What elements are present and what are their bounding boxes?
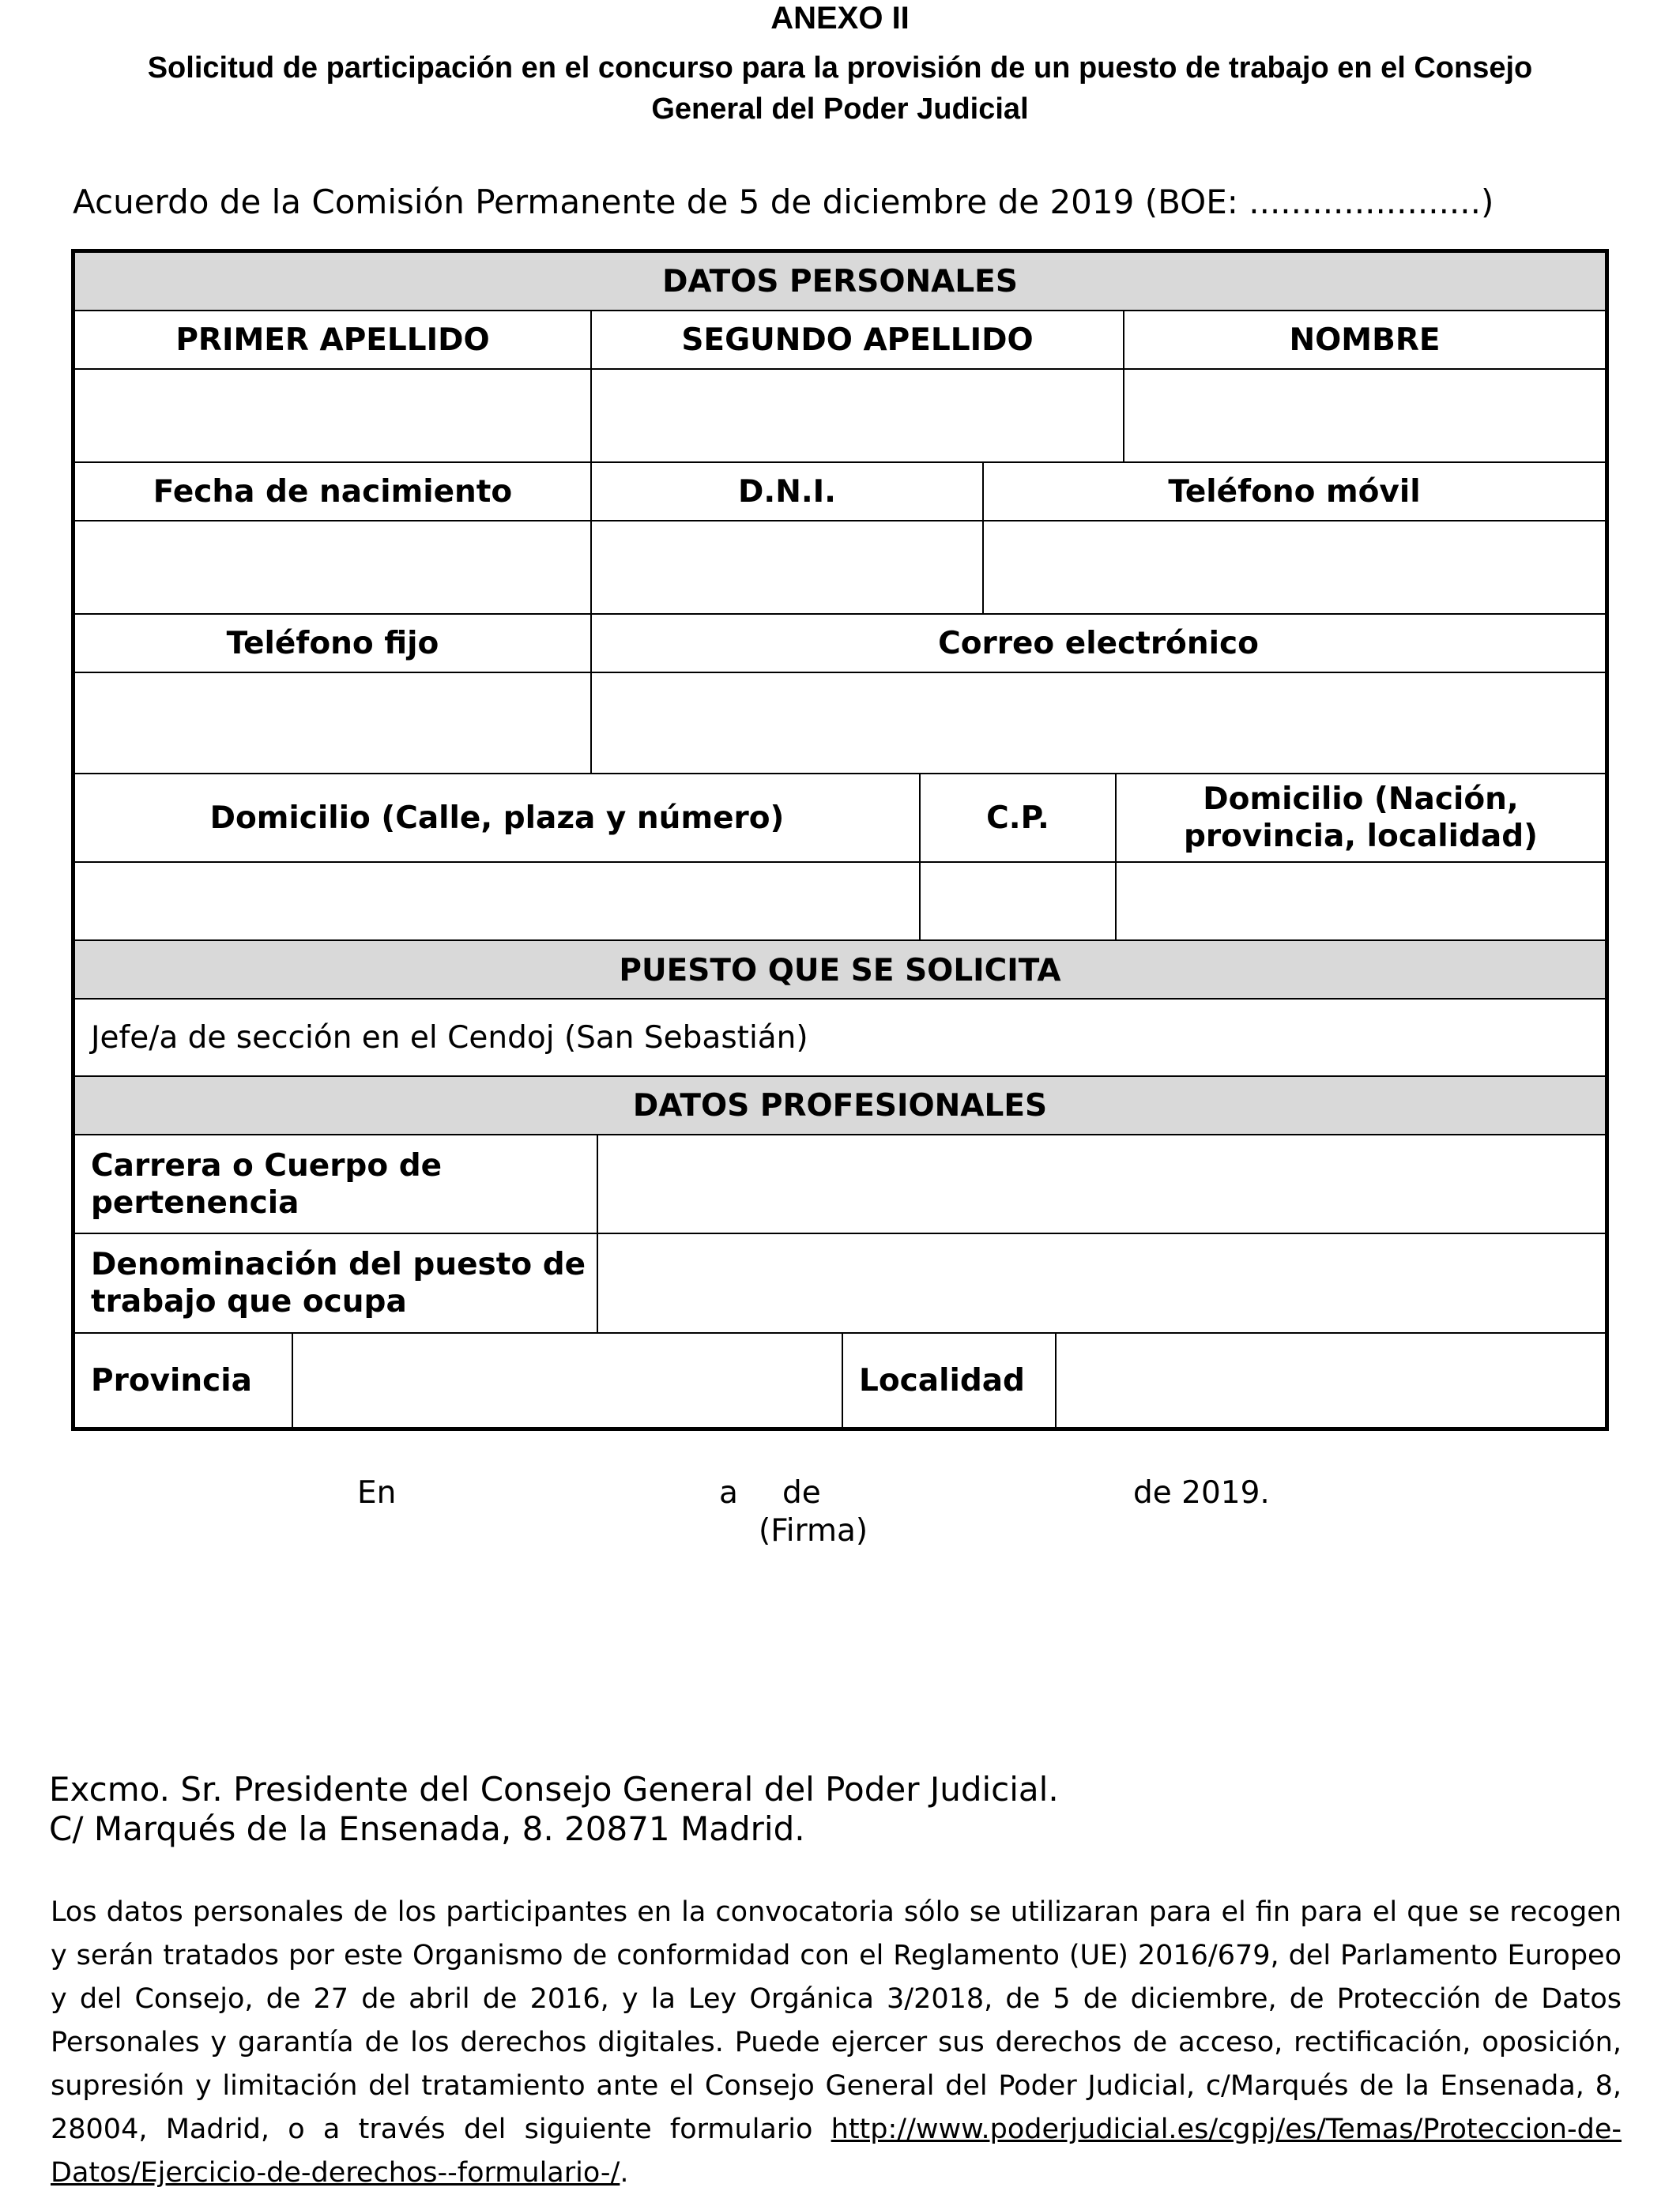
- nombre-label: NOMBRE: [1289, 322, 1441, 358]
- signature-year: de 2019.: [1133, 1475, 1270, 1511]
- telefono-movil-field[interactable]: [984, 521, 1605, 613]
- personal-data-header: DATOS PERSONALES: [75, 253, 1605, 310]
- privacy-end: .: [620, 2157, 629, 2189]
- signature-a: a: [719, 1475, 738, 1511]
- cp-label: C.P.: [986, 800, 1049, 836]
- segundo-apellido-label: SEGUNDO APELLIDO: [681, 322, 1034, 358]
- signature-de: de: [782, 1475, 821, 1511]
- denominacion-field[interactable]: [598, 1234, 1605, 1332]
- segundo-apellido-field[interactable]: [592, 370, 1123, 461]
- application-form: [71, 249, 1609, 1431]
- domicilio-nacion-label: [1117, 774, 1605, 861]
- nombre-field[interactable]: [1124, 370, 1605, 461]
- addressee-line2: C/ Marqués de la Ensenada, 8. 20871 Madrid.: [49, 1809, 805, 1848]
- domicilio-calle-field[interactable]: [75, 863, 919, 939]
- carrera-label-line1: Carrera o Cuerpo de: [91, 1147, 443, 1184]
- telefono-movil-label: Teléfono móvil: [1168, 473, 1421, 510]
- privacy-text: Los datos personales de los participantes en la convocatoria sólo se utilizaran para el fin para el que se recogen y serán tratados por este Organismo de conformidad con el Reglamento (UE) 2016/679, del Parlamento Europeo y del Consejo, de 27 de abril de 2016, y la Ley Orgánica 3/2018, de 5 de diciembre, de Protección de Datos Personales y garantía de los derechos digitales. Puede ejercer sus derechos de acceso, rectificación, oposición, supresión y limitación del tratamiento ante el Consejo General del Poder Judicial, c/Marqués de la Ensenada, 8, 28004, Madrid, o a través del siguiente formulario: [51, 1896, 1622, 2145]
- dni-label: D.N.I.: [738, 473, 836, 510]
- domicilio-nacion-label-line1: Domicilio (Nación,: [1203, 781, 1519, 817]
- localidad-field[interactable]: [1057, 1334, 1605, 1427]
- dni-field[interactable]: [592, 521, 982, 613]
- addressee: [49, 1770, 1059, 1849]
- denominacion-label-line1: Denominación del puesto de: [91, 1247, 586, 1282]
- primer-apellido-field[interactable]: [75, 370, 590, 461]
- provincia-label: Provincia: [91, 1362, 252, 1399]
- signature-en: En: [357, 1475, 397, 1511]
- professional-data-header: DATOS PROFESIONALES: [75, 1077, 1605, 1134]
- denominacion-label-line2: trabajo que ocupa: [91, 1284, 407, 1320]
- denominacion-label: [75, 1234, 597, 1332]
- annex-title: ANEXO II: [770, 1, 910, 36]
- fecha-nacimiento-field[interactable]: [75, 521, 590, 613]
- domicilio-calle-label: Domicilio (Calle, plaza y número): [209, 800, 785, 836]
- domicilio-nacion-label-line2: provincia, localidad): [1183, 819, 1538, 854]
- cp-field[interactable]: [921, 863, 1115, 939]
- telefono-fijo-field[interactable]: [75, 673, 590, 773]
- correo-label: Correo electrónico: [938, 625, 1259, 661]
- addressee-line1: Excmo. Sr. Presidente del Consejo General del Poder Judicial.: [49, 1770, 1059, 1809]
- telefono-fijo-label: Teléfono fijo: [226, 625, 439, 661]
- carrera-label-line2: pertenencia: [91, 1184, 299, 1221]
- carrera-label: [75, 1135, 597, 1233]
- primer-apellido-label: PRIMER APELLIDO: [175, 322, 490, 358]
- signature-firma: (Firma): [759, 1513, 868, 1549]
- fecha-nacimiento-label: Fecha de nacimiento: [153, 473, 513, 510]
- provincia-field[interactable]: [293, 1334, 842, 1427]
- agreement-line: Acuerdo de la Comisión Permanente de 5 de diciembre de 2019 (BOE: ......................): [73, 183, 1494, 221]
- privacy-notice: [51, 1891, 1622, 2195]
- localidad-label: Localidad: [859, 1362, 1025, 1399]
- document-subtitle: Solicitud de participación en el concurso para la provisión de un puesto de trabajo en el Consejo General del Poder Judicial: [147, 51, 1533, 126]
- domicilio-nacion-field[interactable]: [1117, 863, 1605, 939]
- privacy-form-link[interactable]: http://www.poderjudicial.es/cgpj/es/Temas/Proteccion-de-Datos/Ejercicio-de-derechos--formulario-/: [51, 2114, 1622, 2189]
- puesto-value: Jefe/a de sección en el Cendoj (San Sebastián): [91, 1019, 808, 1056]
- correo-field[interactable]: [592, 673, 1605, 773]
- requested-post-header: PUESTO QUE SE SOLICITA: [75, 941, 1605, 1000]
- carrera-field[interactable]: [598, 1135, 1605, 1233]
